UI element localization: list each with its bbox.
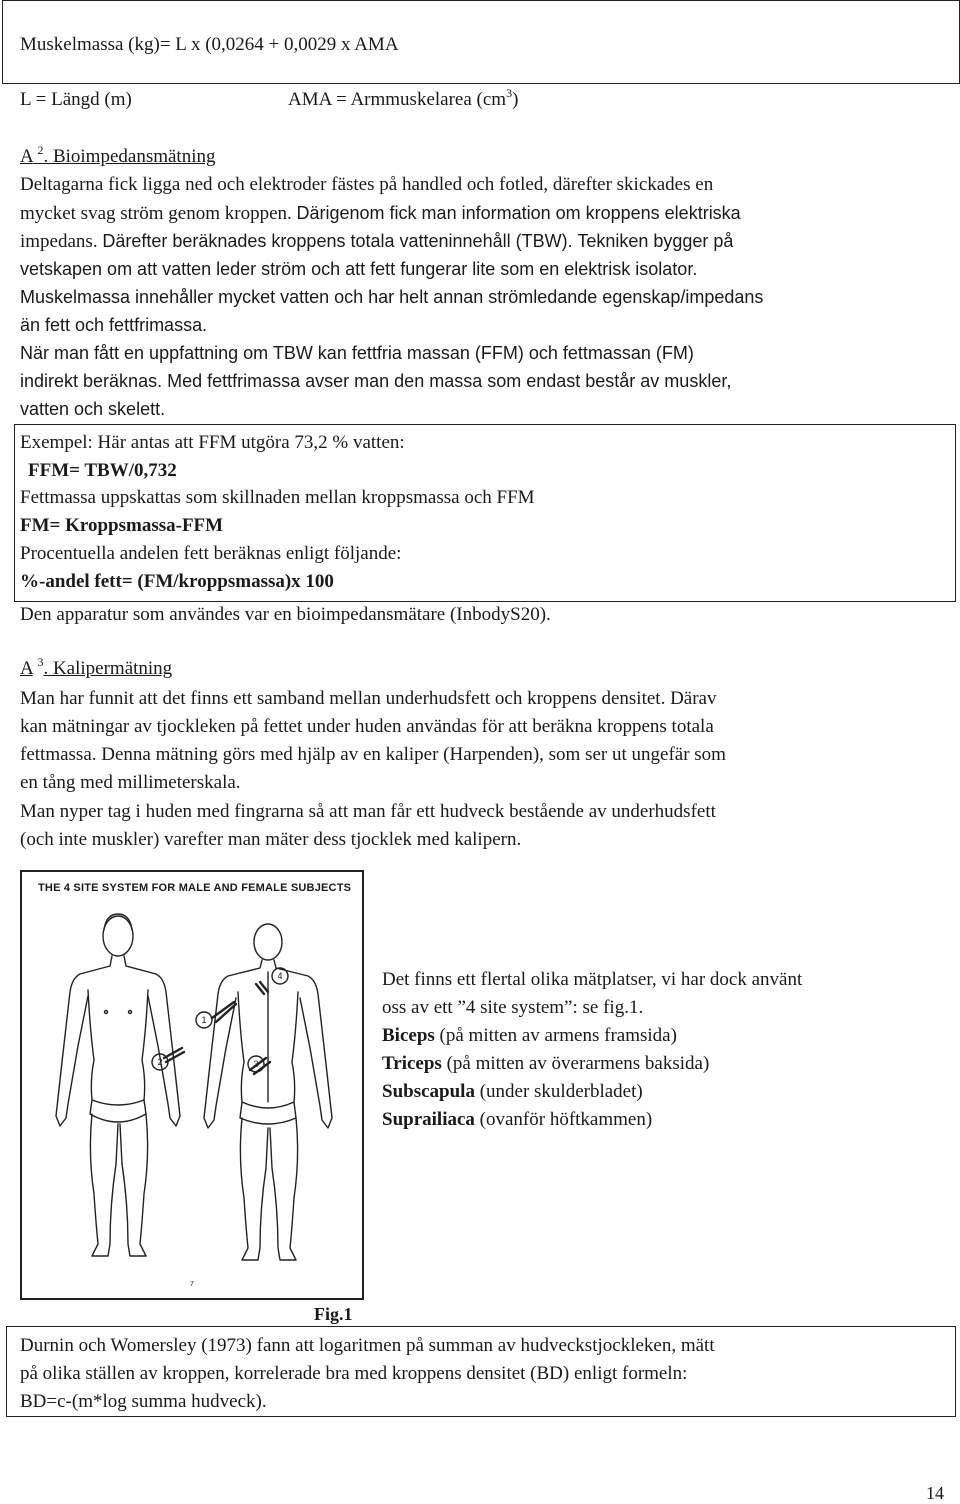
a3-text-line: Man nyper tag i huden med fingrarna så att man får ett hudveck bestående av underhudsfett bbox=[20, 801, 716, 822]
a3-text-line: en tång med millimeterskala. bbox=[20, 772, 241, 793]
bottom-box-line: BD=c-(m*log summa hudveck). bbox=[20, 1391, 267, 1412]
page-number: 14 bbox=[926, 1483, 944, 1503]
example-line: Exempel: Här antas att FFM utgöra 73,2 % vatten: bbox=[20, 432, 405, 453]
a3-text-line: (och inte muskler) varefter man mäter dess tjocklek med kalipern. bbox=[20, 829, 522, 850]
muscle-mass-formula: Muskelmassa (kg)= L x (0,0264 + 0,0029 x AMA bbox=[20, 34, 399, 55]
a3-text-line: fettmassa. Denna mätning görs med hjälp av en kaliper (Harpenden), som ser ut ungefär som bbox=[20, 744, 726, 765]
sites-intro: Det finns ett flertal olika mätplatser, vi har dock använt bbox=[382, 969, 803, 990]
a2-text-line: vetskapen om att vatten leder ström och att fett fungerar lite som en elektrisk isolator. bbox=[20, 259, 698, 279]
fat-percent-formula: %-andel fett= (FM/kroppsmassa)x 100 bbox=[20, 571, 334, 592]
section-a2-heading: A $^2$. Bioimpedansmätning bbox=[20, 143, 216, 167]
marker-4-label: 4 bbox=[277, 971, 283, 981]
a2-text-line: vatten och skelett. bbox=[20, 399, 166, 419]
figure-title: THE 4 SITE SYSTEM FOR MALE AND FEMALE SUBJECTS bbox=[38, 882, 352, 894]
section-a3-heading: A $^3$. Kalipermätning bbox=[20, 655, 173, 679]
bottom-box-line: Durnin och Womersley (1973) fann att logaritmen på summan av hudveckstjockleken, mätt bbox=[20, 1335, 715, 1356]
site-subscapula: Subscapula (under skulderbladet) bbox=[382, 1081, 643, 1102]
site-biceps: Biceps (på mitten av armens framsida) bbox=[382, 1025, 677, 1046]
site-triceps: Triceps (på mitten av överarmens baksida) bbox=[382, 1053, 710, 1074]
a3-text-line: Man har funnit att det finns ett samband mellan underhudsfett och kroppens densitet. Därav bbox=[20, 688, 717, 709]
a3-text-line: kan mätningar av tjockleken på fettet under huden användas för att beräkna kroppens totala bbox=[20, 716, 714, 737]
example-line: Fettmassa uppskattas som skillnaden mellan kroppsmassa och FFM bbox=[20, 487, 535, 508]
a2-text-line: impedans. Därefter beräknades kroppens totala vatteninnehåll (TBW). Tekniken bygger på bbox=[20, 231, 734, 252]
ama-definition: AMA = Armmuskelarea $(cm^3)$ bbox=[288, 86, 519, 110]
a2-text-line: Deltagarna fick ligga ned och elektroder fästes på handled och fotled, därefter skickades en bbox=[20, 174, 714, 195]
bottom-box-line: på olika ställen av kroppen, korrelerade bra med kroppens densitet (BD) enligt formeln: bbox=[20, 1363, 688, 1384]
a2-text-line: mycket svag ström genom kroppen. Därigenom fick man information om kroppens elektriska bbox=[20, 203, 741, 224]
length-definition: L = Längd (m) bbox=[20, 89, 132, 110]
marker-2-label: 2 bbox=[157, 1057, 163, 1067]
ffm-formula: FFM= TBW/0,732 bbox=[28, 460, 177, 481]
site-suprailiaca: Suprailiaca (ovanför höftkammen) bbox=[382, 1109, 653, 1130]
example-line: Procentuella andelen fett beräknas enligt följande: bbox=[20, 543, 402, 564]
sites-intro: oss av ett ”4 site system”: se fig.1. bbox=[382, 997, 644, 1018]
body-outline-illustration bbox=[22, 872, 362, 1298]
figure-page-number: 7 bbox=[190, 1281, 194, 1288]
four-site-figure bbox=[20, 870, 364, 1300]
a2-text-line: Muskelmassa innehåller mycket vatten och har helt annan strömledande egenskap/impedans bbox=[20, 287, 764, 307]
a2-text-line: indirekt beräknas. Med fettfrimassa avser man den massa som endast består av muskler, bbox=[20, 371, 732, 391]
a2-text-line: än fett och fettfrimassa. bbox=[20, 315, 208, 335]
figure-caption: Fig.1 bbox=[314, 1304, 353, 1324]
apparatus-line: Den apparatur som användes var en bioimpedansmätare (InbodyS20). bbox=[20, 604, 551, 625]
marker-1-label: 1 bbox=[201, 1015, 207, 1025]
marker-3-label: 3 bbox=[253, 1059, 259, 1069]
a2-text-line: När man fått en uppfattning om TBW kan fettfria massan (FFM) och fettmassan (FM) bbox=[20, 343, 694, 363]
fm-formula: FM= Kroppsmassa-FFM bbox=[20, 515, 224, 536]
